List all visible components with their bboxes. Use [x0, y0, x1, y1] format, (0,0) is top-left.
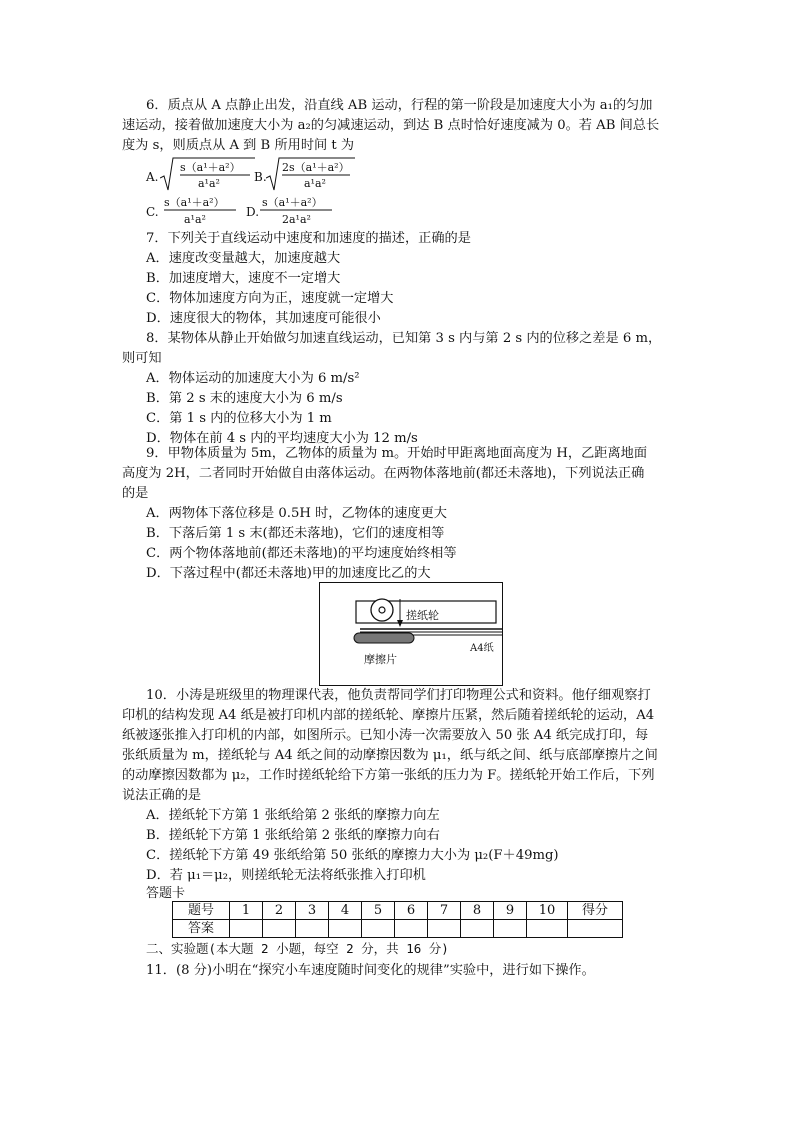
answer-card-row1-head: 题号: [173, 902, 230, 920]
q9-line3: 的是: [122, 486, 149, 501]
q7-option-c: C．物体加速度方向为正，速度就一定增大: [146, 291, 394, 306]
answer-card-row-numbers: [173, 902, 623, 920]
pad-label: 摩擦片: [364, 653, 397, 666]
answer-cell-7[interactable]: [428, 920, 461, 938]
q6-options-row1: [146, 156, 406, 192]
q6-optD-den: 2a¹a²: [282, 213, 311, 226]
q6-optB-num: 2s（a¹＋a²）: [282, 161, 350, 174]
q7-option-a: A．速度改变量越大，加速度越大: [146, 251, 341, 266]
answer-card-num: 10: [527, 902, 568, 920]
answer-card-num: 4: [329, 902, 362, 920]
score-cell[interactable]: [568, 920, 623, 938]
q10-line6: 说法正确的是: [122, 788, 202, 803]
q6-optB-den: a¹a²: [304, 177, 326, 190]
q10-option-b: B．搓纸轮下方第 1 张纸给第 2 张纸的摩擦力向右: [146, 828, 440, 843]
answer-card-score-head: 得分: [568, 902, 623, 920]
answer-cell-6[interactable]: [395, 920, 428, 938]
q10-line4: 张纸质量为 m，搓纸轮与 A4 纸之间的动摩擦因数为 μ₁，纸与纸之间、纸与底部摩擦片之间: [122, 748, 658, 763]
roller-label: 搓纸轮: [406, 609, 439, 622]
answer-card-table: [172, 901, 623, 938]
question-8: [122, 329, 676, 449]
q9-line1: 9．甲物体质量为 5m，乙物体的质量为 m。开始时甲距离地面高度为 H，乙距离地面: [146, 446, 648, 461]
q6-optA-label: A.: [146, 170, 159, 184]
q8-line2: 则可知: [122, 351, 162, 366]
q6-line2: 速运动，接着做加速度大小为 a₂的匀减速运动，到达 B 点时恰好速度减为 0。若 AB 间总长: [122, 118, 660, 133]
answer-card-num: 1: [230, 902, 263, 920]
q7-option-d: D．速度很大的物体，其加速度可能很小: [146, 311, 381, 326]
q8-option-d: D．物体在前 4 s 内的平均速度大小为 12 m/s: [146, 431, 418, 446]
q10-line1: 10．小涛是班级里的物理课代表，他负责帮同学们打印物理公式和资料。他仔细观察打: [146, 688, 651, 703]
q8-line1: 8．某物体从静止开始做匀加速直线运动，已知第 3 s 内与第 2 s 内的位移之差是 6 m，: [146, 331, 662, 346]
q6-optC-den: a¹a²: [184, 213, 206, 226]
q6-optC-num: s（a¹＋a²）: [164, 196, 225, 209]
q10-line2: 印机的结构发现 A4 纸是被打印机内部的搓纸轮、摩擦片压紧，然后随着搓纸轮的运动，A4: [122, 708, 655, 723]
q9-option-a: A．两物体下落位移是 0.5H 时，乙物体的速度更大: [146, 506, 447, 521]
q10-option-d: D．若 μ₁＝μ₂，则搓纸轮无法将纸张推入打印机: [146, 868, 426, 883]
answer-cell-3[interactable]: [296, 920, 329, 938]
q6-optB-label: B.: [254, 170, 267, 184]
q8-option-b: B．第 2 s 末的速度大小为 6 m/s: [146, 391, 343, 406]
answer-cell-4[interactable]: [329, 920, 362, 938]
answer-cell-8[interactable]: [461, 920, 494, 938]
paper-label: A4纸: [470, 643, 494, 654]
answer-cell-1[interactable]: [230, 920, 263, 938]
answer-cell-5[interactable]: [362, 920, 395, 938]
printer-diagram: [320, 583, 502, 685]
answer-card-num: 6: [395, 902, 428, 920]
answer-card-num: 9: [494, 902, 527, 920]
q7-stem: 7．下列关于直线运动中速度和加速度的描述，正确的是: [146, 231, 471, 246]
q9-line2: 高度为 2H，二者同时开始做自由落体运动。在两物体落地前(都还未落地)，下列说法正确: [122, 466, 645, 481]
answer-cell-10[interactable]: [527, 920, 568, 938]
friction-pad: [354, 633, 414, 643]
answer-card-num: 8: [461, 902, 494, 920]
q6-line3: 度为 s，则质点从 A 到 B 所用时间 t 为: [122, 138, 355, 153]
q6-optD-num: s（a¹＋a²）: [262, 196, 323, 209]
answer-card-num: 3: [296, 902, 329, 920]
q6-options-row2: [146, 192, 406, 228]
answer-card-num: 5: [362, 902, 395, 920]
q6-optA-num: s（a¹＋a²）: [180, 161, 241, 174]
answer-card-row-answers: [173, 920, 623, 938]
q8-option-c: C．第 1 s 内的位移大小为 1 m: [146, 411, 332, 426]
printer-figure: [319, 582, 503, 686]
q6-optD-label: D.: [246, 205, 260, 219]
q10-line5: 的动摩擦因数都为 μ₂，工作时搓纸轮给下方第一张纸的压力为 F。搓纸轮开始工作后，下列: [122, 768, 655, 783]
q6-optC-label: C.: [146, 205, 159, 219]
q9-option-c: C．两个物体落地前(都还未落地)的平均速度始终相等: [146, 546, 457, 561]
answer-cell-2[interactable]: [263, 920, 296, 938]
question-6: [122, 96, 676, 156]
question-7: [146, 229, 676, 329]
q10-option-a: A．搓纸轮下方第 1 张纸给第 2 张纸的摩擦力向左: [146, 808, 440, 823]
q6-line1: 6．质点从 A 点静止出发，沿直线 AB 运动，行程的第一阶段是加速度大小为 a₁的匀加: [146, 98, 653, 113]
q10-line3: 纸被逐张推入打印机的内部，如图所示。已知小涛一次需要放入 50 张 A4 纸完成打印，每: [122, 728, 649, 743]
section-2-title: 二、实验题(本大题 2 小题，每空 2 分，共 16 分): [146, 941, 449, 956]
q7-option-b: B．加速度增大，速度不一定增大: [146, 271, 341, 286]
q10-option-c: C．搓纸轮下方第 49 张纸给第 50 张纸的摩擦力大小为 μ₂(F＋49mg): [146, 848, 559, 863]
answer-card-num: 7: [428, 902, 461, 920]
answer-cell-9[interactable]: [494, 920, 527, 938]
answer-card-row2-head: 答案: [173, 920, 230, 938]
q8-option-a: A．物体运动的加速度大小为 6 m/s²: [146, 371, 360, 386]
q6-optA-den: a¹a²: [198, 177, 220, 190]
q9-option-d: D．下落过程中(都还未落地)甲的加速度比乙的大: [146, 566, 431, 581]
roller-axle: [379, 607, 385, 613]
answer-card-num: 2: [263, 902, 296, 920]
q9-option-b: B．下落后第 1 s 末(都还未落地)，它们的速度相等: [146, 526, 445, 541]
question-9: [122, 444, 676, 584]
question-10: [122, 686, 676, 886]
question-11-stem: 11．(8 分)小明在“探究小车速度随时间变化的规律”实验中，进行如下操作。: [146, 963, 595, 978]
answer-card-title: 答题卡: [146, 886, 186, 901]
